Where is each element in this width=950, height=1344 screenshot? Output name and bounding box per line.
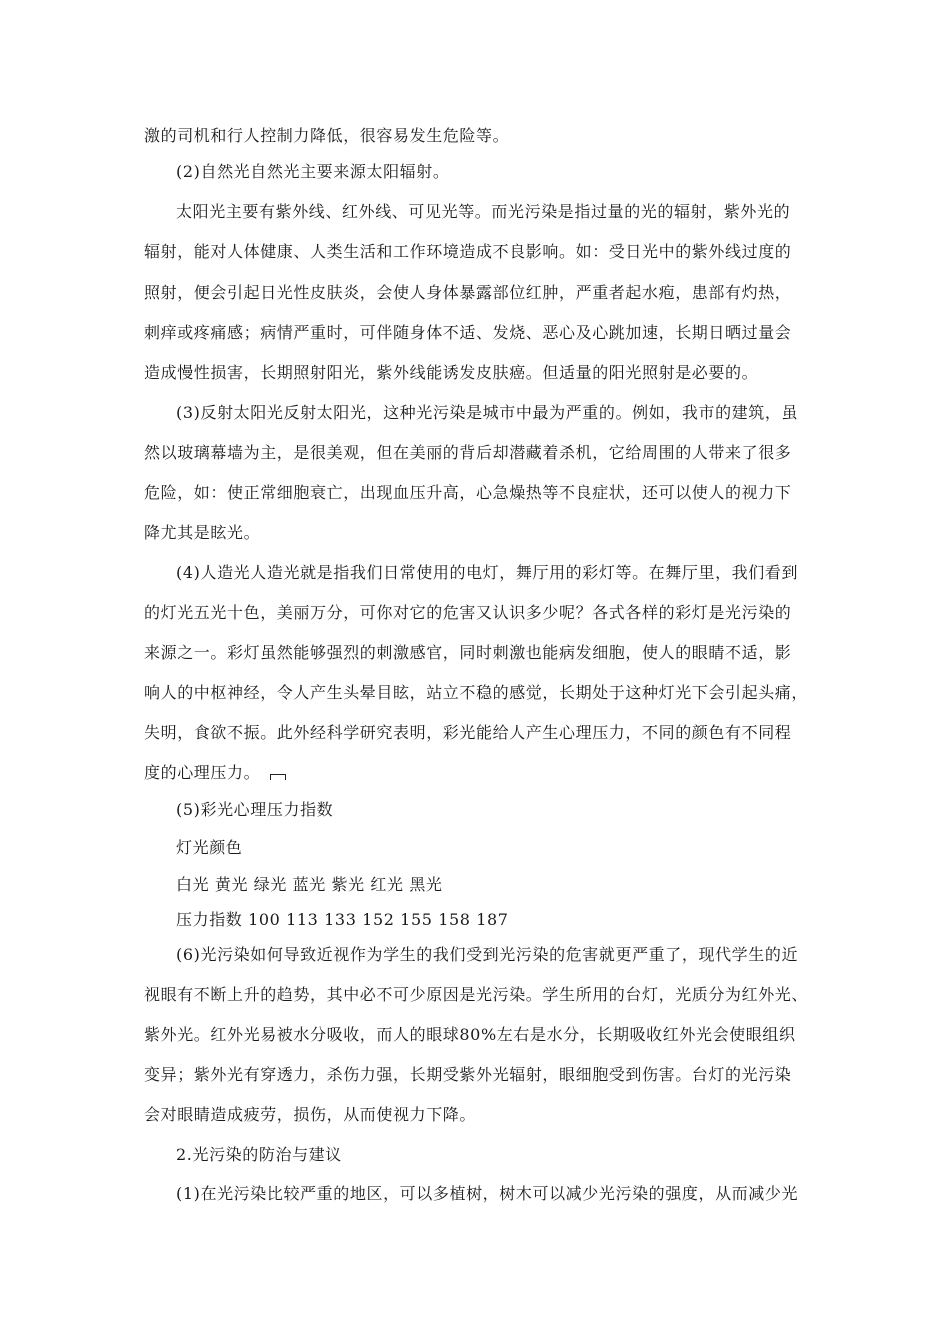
text-line: 紫外光。红外光易被水分吸收，而人的眼球80%左右是水分，长期吸收红外光会使眼组织 [144,1025,796,1044]
text-line: (4)人造光人造光就是指我们日常使用的电灯，舞厅用的彩灯等。在舞厅里，我们看到 [176,563,799,582]
text-line: (2)自然光自然光主要来源太阳辐射。 [176,162,450,181]
text-line: 会对眼睛造成疲劳，损伤，从而使视力下降。 [144,1105,477,1124]
text-line: 视眼有不断上升的趋势，其中必不可少原因是光污染。学生所用的台灯，光质分为红外光、 [144,985,809,1004]
text-line: 危险，如：使正常细胞衰亡，出现血压升高，心急燥热等不良症状，还可以使人的视力下 [144,483,792,502]
text-line: 的灯光五光十色，美丽万分，可你对它的危害又认识多少呢？各式各样的彩灯是光污染的 [144,603,792,622]
text-line-with-mark [144,763,286,783]
table-row: 压力指数 100 113 133 152 155 158 187 [176,910,509,929]
text-line: 太阳光主要有紫外线、红外线、可见光等。而光污染是指过量的光的辐射，紫外光的 [176,202,791,221]
text-line: 辐射，能对人体健康、人类生活和工作环境造成不良影响。如：受日光中的紫外线过度的 [144,242,792,261]
text-line: (6)光污染如何导致近视作为学生的我们受到光污染的危害就更严重了，现代学生的近 [176,945,799,964]
text-line: 响人的中枢神经，令人产生头晕目眩，站立不稳的感觉，长期处于这种灯光下会引起头痛， [144,683,809,702]
table-label: 灯光颜色 [176,838,243,857]
text-line: (3)反射太阳光反射太阳光，这种光污染是城市中最为严重的。例如，我市的建筑，虽 [176,403,799,422]
text-line: 照射，便会引起日光性皮肤炎，会使人身体暴露部位红肿，严重者起水疱，患部有灼热， [144,283,792,302]
text-line: 然以玻璃幕墙为主，是很美观，但在美丽的背后却潜藏着杀机，它给周围的人带来了很多 [144,443,792,462]
text-line: 激的司机和行人控制力降低，很容易发生危险等。 [144,126,510,145]
section-heading: (5)彩光心理压力指数 [176,800,334,819]
text-line: 来源之一。彩灯虽然能够强烈的刺激感官，同时刺激也能病发细胞，使人的眼睛不适，影 [144,643,792,662]
text-line: (1)在光污染比较严重的地区，可以多植树，树木可以减少光污染的强度，从而减少光 [176,1184,799,1203]
text-line: 变异；紫外光有穿透力，杀伤力强，长期受紫外光辐射，眼细胞受到伤害。台灯的光污染 [144,1065,792,1084]
bracket-mark-icon [270,774,286,780]
text-line: 度的心理压力。 [144,763,261,782]
text-line: 失明，食欲不振。此外经科学研究表明，彩光能给人产生心理压力，不同的颜色有不同程 [144,723,792,742]
text-line: 降尤其是眩光。 [144,523,261,542]
text-line: 刺痒或疼痛感；病情严重时，可伴随身体不适、发烧、恶心及心跳加速，长期日晒过量会 [144,323,792,342]
table-row: 白光 黄光 绿光 蓝光 紫光 红光 黑光 [176,875,443,894]
section-heading: 2.光污染的防治与建议 [176,1145,342,1164]
text-line: 造成慢性损害，长期照射阳光，紫外线能诱发皮肤癌。但适量的阳光照射是必要的。 [144,363,759,382]
